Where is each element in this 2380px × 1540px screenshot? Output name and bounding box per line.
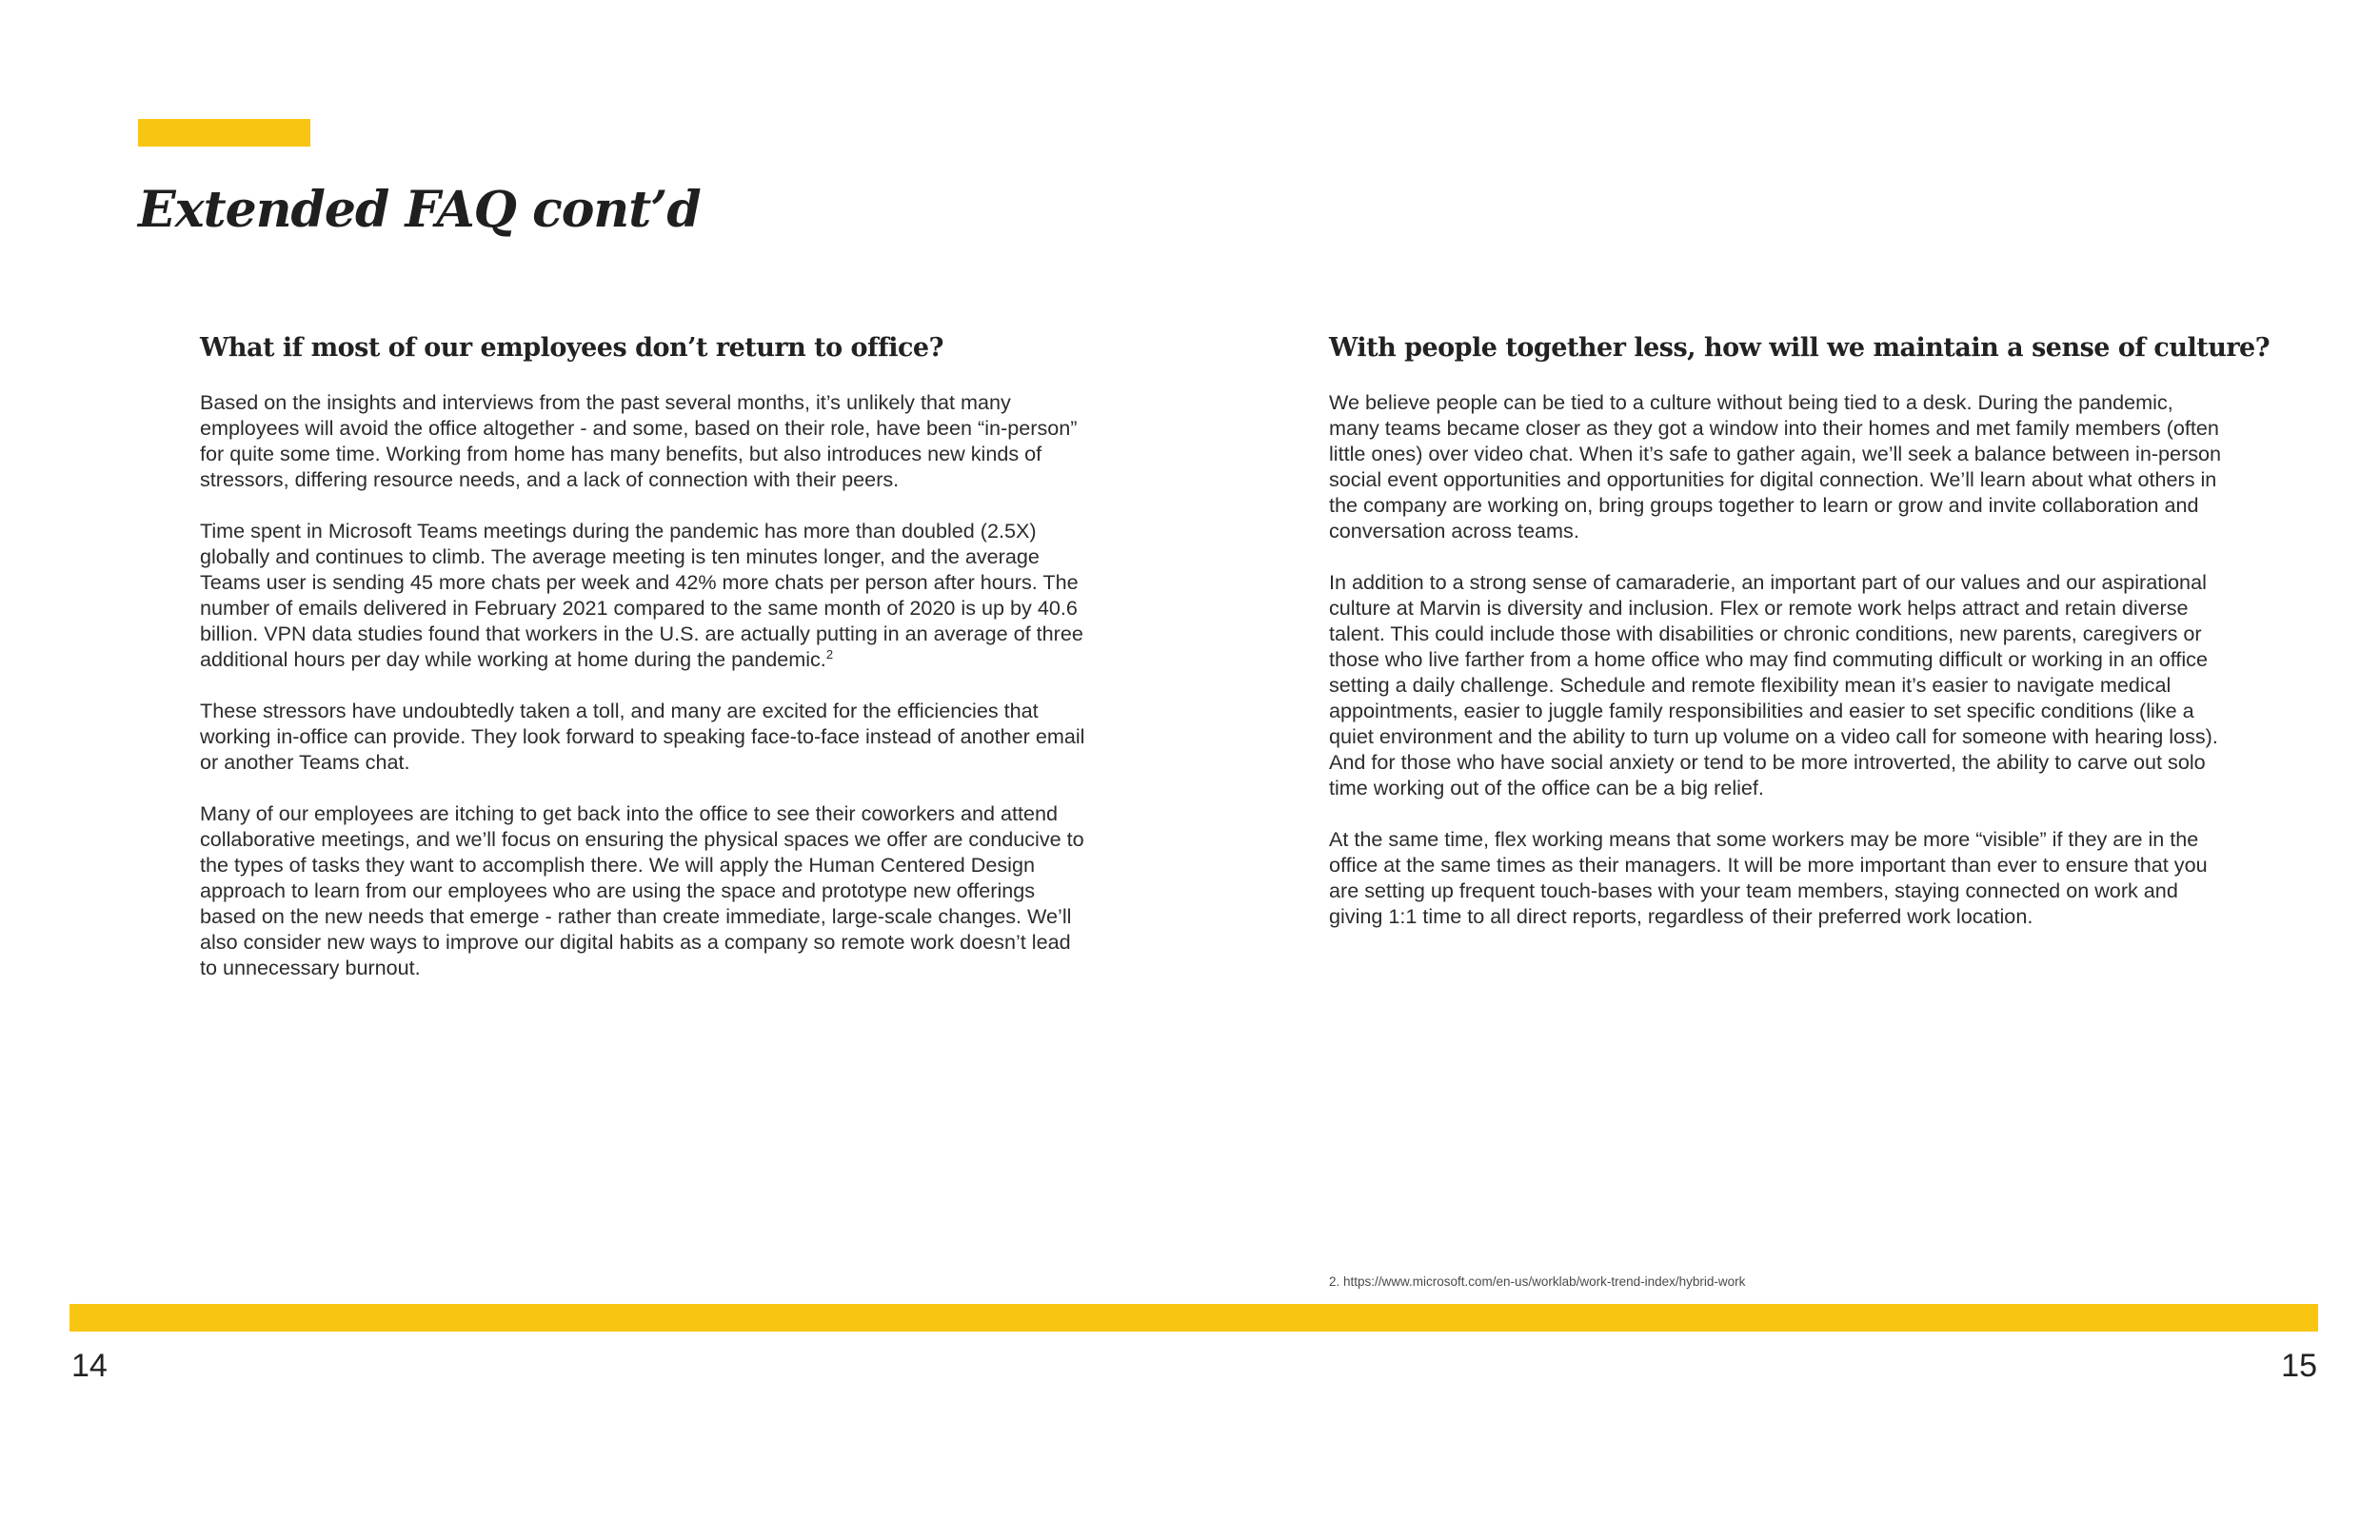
left-paragraph-2-text: Time spent in Microsoft Teams meetings during the pandemic has more than doubled (2.5X) globally and continues to climb. The average meeting is ten minutes longer, and the average Teams user is sending 45 more chats per week and 42% more chats per person after hours. The number of emails delivered in February 2021 compared to the same month of 2020 is up by 40.6 billion. VPN data studies found that workers in the U.S. are actually putting in an average of three additional hours per day while working at home during the pandemic. (200, 519, 1083, 671)
right-column (1329, 333, 2271, 955)
page-number-right: 15 (2281, 1348, 2317, 1384)
page-title: Extended FAQ cont’d (138, 181, 701, 239)
page-number-left: 14 (71, 1348, 108, 1384)
right-question-heading: With people together less, how will we maintain a sense of culture? (1329, 333, 2271, 363)
right-paragraph-3: At the same time, flex working means that some workers may be more “visible” if they are in the office at the same times as their managers. It will be more important than ever to ensure that you are setting up frequent touch-bases with your team members, staying connected on work and giving 1:1 time to all direct reports, regardless of their preferred work location. (1329, 827, 2208, 928)
left-paragraph-2 (200, 518, 1085, 672)
left-paragraph-4: Many of our employees are itching to get back into the office to see their coworkers and attend collaborative meetings, and we’ll focus on ensuring the physical spaces we offer are conducive to the types of tasks they want to accomplish there. We will apply the Human Centered Design approach to learn from our employees who are using the space and prototype new offerings based on the new needs that emerge - rather than create immediate, large-scale changes. We’ll also consider new ways to improve our digital habits as a company so remote work doesn’t lead to unnecessary burnout. (200, 801, 1084, 979)
footnote-link[interactable]: 2. https://www.microsoft.com/en-us/worklab/work-trend-index/hybrid-work (1329, 1274, 1746, 1289)
footnote-marker: 2 (825, 646, 834, 661)
right-paragraph-1: We believe people can be tied to a culture without being tied to a desk. During the pandemic, many teams became closer as they got a window into their homes and met family members (often little ones) over video chat. When it’s safe to gather again, we’ll seek a balance between in-person social event opportunities and opportunities for digital connection. We’ll learn about what others in the company are working on, bring groups together to learn or grow and invite collaboration and conversation across teams. (1329, 390, 2222, 543)
left-question-heading: What if most of our employees don’t return to office? (200, 333, 943, 363)
left-column (200, 333, 1085, 1006)
left-paragraph-3: These stressors have undoubtedly taken a toll, and many are excited for the efficiencies that working in-office can provide. They look forward to speaking face-to-face instead of another email or another Teams chat. (200, 699, 1085, 774)
accent-bar-top (138, 119, 310, 147)
left-paragraph-1: Based on the insights and interviews from the past several months, it’s unlikely that many employees will avoid the office altogether - and some, based on their role, have been “in-person” for quite some time. Working from home has many benefits, but also introduces new kinds of stressors, differing resource needs, and a lack of connection with their peers. (200, 390, 1078, 491)
right-paragraph-2: In addition to a strong sense of camaraderie, an important part of our values and our aspirational culture at Marvin is diversity and inclusion. Flex or remote work helps attract and retain diverse talent. This could include those with disabilities or chronic conditions, new parents, caregivers or those who live farther from a home office who may find commuting difficult or working in an office setting a daily challenge. Schedule and remote flexibility mean it’s easier to navigate medical appointments, easier to juggle family responsibilities and easier to set specific conditions (like a quiet environment and the ability to turn up volume on a video call for someone with hearing loss). And for those who have social anxiety or tend to be more introverted, the ability to carve out solo time working out of the office can be a big relief. (1329, 570, 2218, 800)
accent-bar-bottom (69, 1304, 2318, 1332)
